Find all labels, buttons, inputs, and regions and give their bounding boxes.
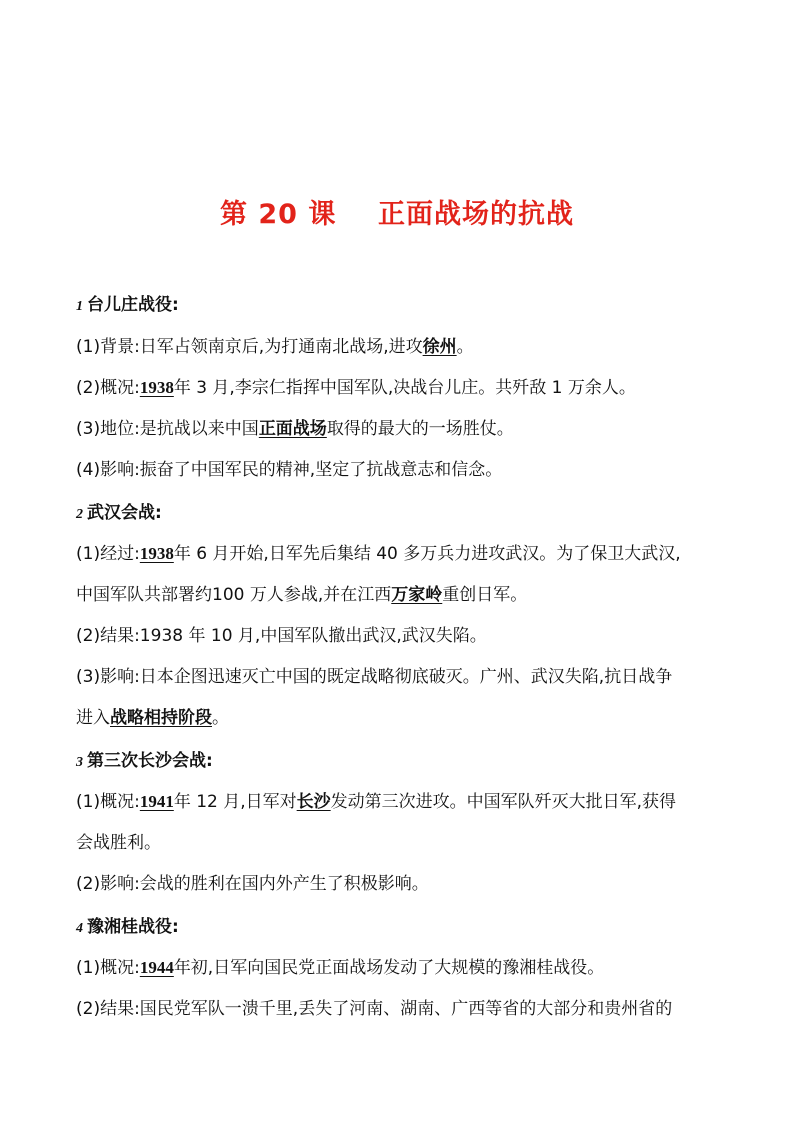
section-number: 4 [76, 921, 83, 936]
text-span: 中国军队共部署约100 万人参战,并在江西 [76, 585, 392, 605]
text-span: (3)影响:日本企图迅速灭亡中国的既定战略彻底破灭。广州、武汉失陷,抗日战争 [76, 667, 673, 687]
text-line [76, 832, 736, 854]
text-line [76, 873, 736, 895]
year-keyword: 1941 [139, 792, 174, 811]
keyword: 战略相持阶段 [110, 708, 212, 728]
section-heading [76, 750, 736, 774]
section-title: 第三次长沙会战: [87, 751, 213, 771]
text-span: 重创日军。 [442, 585, 528, 605]
text-span: 年 6 月开始,日军先后集结 40 多万兵力进攻武汉。为了保卫大武汉, [173, 544, 681, 564]
text-span: (3)地位:是抗战以来中国 [76, 419, 259, 439]
text-line [76, 418, 736, 440]
text-line [76, 791, 736, 813]
section-number: 1 [76, 299, 83, 314]
section-heading [76, 502, 736, 526]
keyword: 万家岭 [391, 585, 443, 605]
section-title: 武汉会战: [87, 503, 162, 523]
text-span: 会战胜利。 [76, 833, 161, 853]
text-span: (1)背景:日军占领南京后,为打通南北战场,进攻 [76, 337, 423, 357]
section-heading [76, 916, 736, 940]
text-span: (1)概况: [76, 958, 140, 978]
year-keyword: 1938 [139, 544, 174, 563]
text-span: 。 [456, 337, 474, 357]
text-span: (2)概况: [76, 378, 140, 398]
text-span: (1)经过: [76, 544, 140, 564]
text-span: (1)概况: [76, 792, 140, 812]
text-line [76, 666, 736, 688]
text-line [76, 336, 736, 358]
text-line [76, 707, 736, 729]
text-span: 年 12 月,日军对 [173, 792, 297, 812]
text-span: (2)影响:会战的胜利在国内外产生了积极影响。 [76, 874, 429, 894]
text-span: 年 3 月,李宗仁指挥中国军队,决战台儿庄。共歼敌 1 万余人。 [173, 378, 636, 398]
keyword: 长沙 [296, 792, 331, 812]
text-line [76, 377, 736, 399]
text-line [76, 998, 736, 1020]
text-line [76, 625, 736, 647]
year-keyword: 1944 [139, 958, 174, 977]
text-span: (2)结果:国民党军队一溃千里,丢失了河南、湖南、广西等省的大部分和贵州省的 [76, 999, 673, 1019]
year-keyword: 1938 [139, 378, 174, 397]
text-span: 发动第三次进攻。中国军队歼灭大批日军,获得 [330, 792, 677, 812]
section-number: 2 [76, 507, 83, 522]
section-title: 豫湘桂战役: [87, 917, 179, 937]
lesson-title: 第 20 课 正面战场的抗战 [220, 199, 574, 230]
text-span: 取得的最大的一场胜仗。 [326, 419, 514, 439]
text-span: 年初,日军向国民党正面战场发动了大规模的豫湘桂战役。 [173, 958, 605, 978]
text-span: (4)影响:振奋了中国军民的精神,坚定了抗战意志和信念。 [76, 460, 503, 480]
keyword: 徐州 [422, 337, 457, 357]
section-number: 3 [76, 755, 83, 770]
text-line [76, 584, 736, 606]
text-line [76, 459, 736, 481]
text-line [76, 957, 736, 979]
text-span: 。 [212, 708, 229, 728]
keyword: 正面战场 [258, 419, 327, 439]
text-span: 进入 [76, 708, 110, 728]
section-title: 台儿庄战役: [87, 295, 179, 315]
text-span: (2)结果:1938 年 10 月,中国军队撤出武汉,武汉失陷。 [76, 626, 487, 646]
text-line [76, 543, 736, 565]
section-heading [76, 294, 736, 318]
